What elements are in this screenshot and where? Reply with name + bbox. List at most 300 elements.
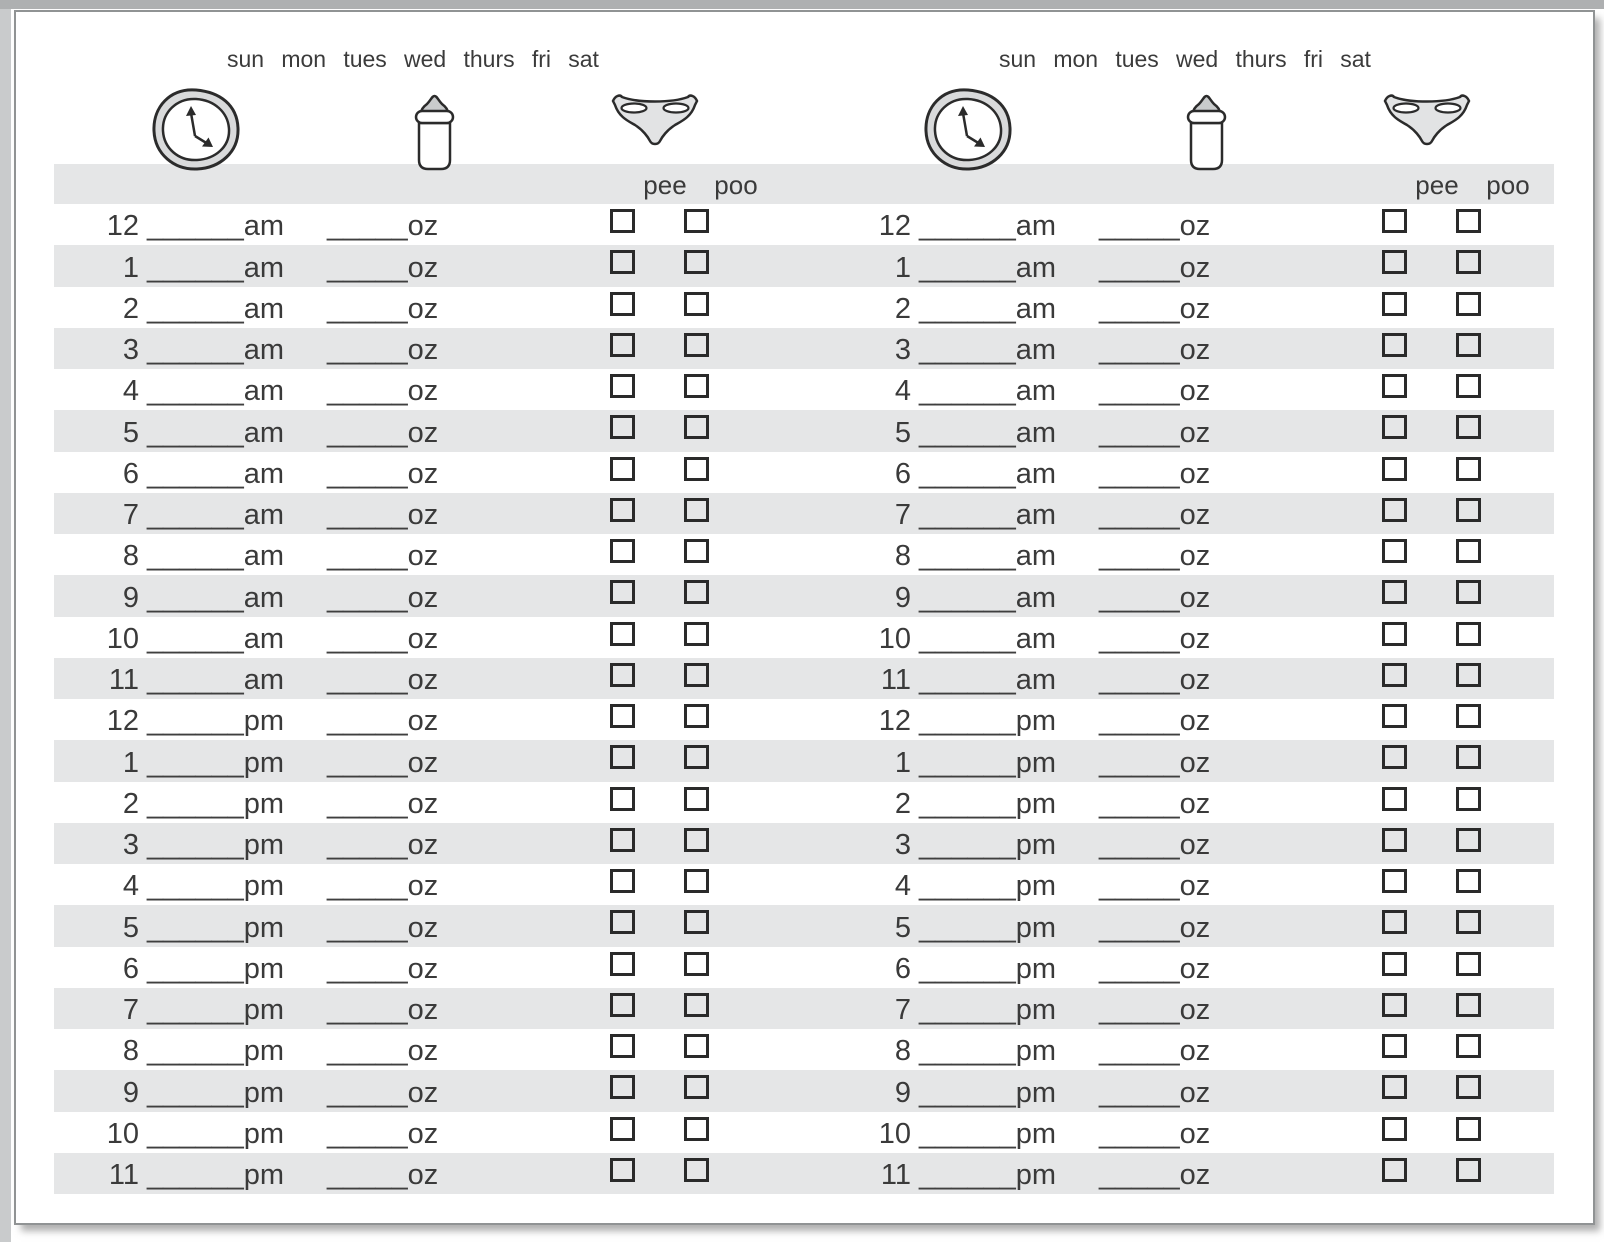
hour-label: 4 bbox=[894, 375, 911, 408]
pee-checkbox[interactable] bbox=[1382, 910, 1407, 934]
time-entry-blank[interactable]: ______ bbox=[147, 746, 244, 779]
row-half bbox=[826, 452, 1554, 493]
ounces-entry-blank[interactable]: _____ bbox=[1099, 540, 1180, 573]
row-half bbox=[826, 1070, 1554, 1111]
poo-checkbox[interactable] bbox=[684, 828, 709, 852]
ounces-entry bbox=[327, 541, 438, 571]
hour-label: 2 bbox=[122, 787, 139, 820]
time-entry-blank[interactable]: ______ bbox=[147, 292, 244, 325]
poo-checkbox[interactable] bbox=[1456, 250, 1481, 274]
meridiem-label: pm bbox=[1015, 911, 1057, 944]
meridiem-label: pm bbox=[243, 952, 285, 985]
time-entry-blank[interactable]: ______ bbox=[919, 251, 1016, 284]
ounces-entry-blank[interactable]: _____ bbox=[1099, 334, 1180, 366]
ounces-entry bbox=[327, 789, 438, 819]
poo-checkbox[interactable] bbox=[684, 745, 709, 769]
hour-label: 2 bbox=[894, 292, 911, 325]
pee-checkbox[interactable] bbox=[1382, 209, 1407, 233]
ounces-entry-blank[interactable]: _____ bbox=[1099, 952, 1180, 985]
time-entry-blank[interactable]: ______ bbox=[919, 1117, 1016, 1150]
clock-icon bbox=[922, 87, 1014, 172]
pee-checkbox[interactable] bbox=[1382, 292, 1407, 316]
time-entry-blank[interactable]: ______ bbox=[919, 787, 1016, 820]
time-entry bbox=[54, 583, 284, 613]
ounces-entry bbox=[1099, 418, 1210, 448]
time-entry-blank[interactable]: ______ bbox=[919, 911, 1016, 944]
pee-checkbox[interactable] bbox=[1382, 828, 1407, 852]
ounces-entry-blank[interactable]: _____ bbox=[327, 210, 408, 243]
ounces-entry bbox=[1099, 954, 1210, 984]
row-half bbox=[54, 699, 782, 740]
poo-checkbox[interactable] bbox=[684, 952, 709, 976]
time-entry-blank[interactable]: ______ bbox=[147, 787, 244, 820]
meridiem-label: am bbox=[243, 457, 285, 490]
ounces-entry-blank[interactable]: _____ bbox=[327, 870, 408, 903]
time-entry-blank[interactable]: ______ bbox=[147, 994, 244, 1026]
ounces-entry-blank[interactable]: _____ bbox=[327, 292, 408, 325]
time-entry-blank[interactable]: ______ bbox=[919, 581, 1016, 614]
pee-checkbox[interactable] bbox=[610, 704, 635, 728]
pee-checkbox[interactable] bbox=[1382, 1117, 1407, 1141]
time-entry bbox=[54, 913, 284, 943]
time-entry-blank[interactable]: ______ bbox=[147, 581, 244, 614]
time-entry-blank[interactable]: ______ bbox=[147, 1159, 244, 1191]
time-entry-blank[interactable]: ______ bbox=[147, 1117, 244, 1150]
row-half bbox=[826, 328, 1554, 369]
ounces-entry bbox=[327, 376, 438, 406]
time-entry bbox=[826, 294, 1056, 324]
row-half bbox=[54, 782, 782, 823]
meridiem-label: am bbox=[1015, 210, 1057, 243]
row-half bbox=[54, 245, 782, 286]
pee-checkbox[interactable] bbox=[610, 1075, 635, 1099]
time-entry-blank[interactable]: ______ bbox=[147, 457, 244, 490]
poo-checkbox[interactable] bbox=[1456, 787, 1481, 811]
poo-checkbox[interactable] bbox=[684, 1158, 709, 1182]
poo-checkbox[interactable] bbox=[684, 250, 709, 274]
pee-checkbox[interactable] bbox=[610, 457, 635, 481]
ounces-entry-blank[interactable]: _____ bbox=[327, 416, 408, 449]
hour-label: 10 bbox=[878, 1117, 911, 1150]
hour-row bbox=[54, 204, 1554, 245]
hour-row bbox=[54, 699, 1554, 740]
hour-row bbox=[54, 328, 1554, 369]
ounces-entry-blank[interactable]: _____ bbox=[327, 334, 408, 366]
row-half bbox=[826, 617, 1554, 658]
ounces-unit-label: oz bbox=[407, 1076, 439, 1109]
hour-label: 10 bbox=[106, 622, 139, 655]
hour-label: 7 bbox=[122, 994, 139, 1026]
poo-checkbox[interactable] bbox=[1456, 292, 1481, 316]
row-half bbox=[826, 1029, 1554, 1070]
poo-checkbox[interactable] bbox=[684, 869, 709, 893]
poo-checkbox[interactable] bbox=[684, 663, 709, 687]
poo-checkbox[interactable] bbox=[1456, 580, 1481, 604]
ounces-unit-label: oz bbox=[1179, 1035, 1211, 1068]
weekday-sat: sat bbox=[1340, 46, 1371, 72]
time-entry-blank[interactable]: ______ bbox=[147, 540, 244, 573]
ounces-entry bbox=[1099, 706, 1210, 736]
pee-checkbox[interactable] bbox=[610, 539, 635, 563]
ounces-entry-blank[interactable]: _____ bbox=[327, 705, 408, 738]
ounces-entry-blank[interactable]: _____ bbox=[327, 581, 408, 614]
weekday-sun: sun bbox=[999, 46, 1037, 72]
weekday-wed: wed bbox=[1176, 46, 1219, 72]
ounces-entry-blank[interactable]: _____ bbox=[1099, 457, 1180, 490]
ounces-entry bbox=[1099, 335, 1210, 365]
time-entry-blank[interactable]: ______ bbox=[919, 540, 1016, 573]
ounces-entry bbox=[1099, 871, 1210, 901]
pee-checkbox[interactable] bbox=[1382, 415, 1407, 439]
time-entry-blank[interactable]: ______ bbox=[919, 746, 1016, 779]
pee-checkbox[interactable] bbox=[1382, 993, 1407, 1017]
pee-checkbox[interactable] bbox=[610, 952, 635, 976]
row-half bbox=[826, 534, 1554, 575]
hour-label: 9 bbox=[122, 1076, 139, 1109]
hour-label: 12 bbox=[878, 210, 911, 243]
time-entry-blank[interactable]: ______ bbox=[147, 622, 244, 655]
poo-checkbox[interactable] bbox=[1456, 622, 1481, 646]
pee-checkbox[interactable] bbox=[1382, 333, 1407, 357]
ounces-entry-blank[interactable]: _____ bbox=[1099, 829, 1180, 861]
time-entry-blank[interactable]: ______ bbox=[919, 292, 1016, 325]
pee-checkbox[interactable] bbox=[1382, 250, 1407, 274]
ounces-entry-blank[interactable]: _____ bbox=[327, 664, 408, 696]
ounces-unit-label: oz bbox=[1179, 457, 1211, 490]
meridiem-label: am bbox=[1015, 292, 1057, 325]
poo-checkbox[interactable] bbox=[1456, 333, 1481, 357]
poo-checkbox[interactable] bbox=[684, 292, 709, 316]
ounces-entry-blank[interactable]: _____ bbox=[1099, 251, 1180, 284]
time-entry-blank[interactable]: ______ bbox=[147, 870, 244, 903]
row-half bbox=[54, 369, 782, 410]
poo-checkbox[interactable] bbox=[684, 498, 709, 522]
time-entry-blank[interactable]: ______ bbox=[919, 994, 1016, 1026]
pee-checkbox[interactable] bbox=[610, 663, 635, 687]
time-entry-blank[interactable]: ______ bbox=[919, 1159, 1016, 1191]
pee-checkbox[interactable] bbox=[610, 580, 635, 604]
poo-checkbox[interactable] bbox=[684, 1034, 709, 1058]
ounces-entry-blank[interactable]: _____ bbox=[327, 994, 408, 1026]
pee-checkbox[interactable] bbox=[1382, 1034, 1407, 1058]
window-left-edge bbox=[0, 9, 11, 1242]
pee-checkbox[interactable] bbox=[1382, 374, 1407, 398]
ounces-entry bbox=[1099, 1036, 1210, 1066]
poo-checkbox[interactable] bbox=[684, 993, 709, 1017]
poo-checkbox[interactable] bbox=[1456, 1158, 1481, 1182]
pee-checkbox[interactable] bbox=[610, 1117, 635, 1141]
ounces-unit-label: oz bbox=[407, 334, 439, 366]
poo-checkbox[interactable] bbox=[684, 1075, 709, 1099]
ounces-entry-blank[interactable]: _____ bbox=[327, 952, 408, 985]
meridiem-label: pm bbox=[243, 1159, 285, 1191]
poo-checkbox[interactable] bbox=[1456, 209, 1481, 233]
ounces-entry-blank[interactable]: _____ bbox=[1099, 1159, 1180, 1191]
poo-checkbox[interactable] bbox=[684, 787, 709, 811]
pee-checkbox[interactable] bbox=[610, 498, 635, 522]
poo-checkbox[interactable] bbox=[1456, 374, 1481, 398]
pee-checkbox[interactable] bbox=[610, 828, 635, 852]
ounces-unit-label: oz bbox=[407, 292, 439, 325]
poo-checkbox[interactable] bbox=[684, 374, 709, 398]
pee-checkbox[interactable] bbox=[1382, 787, 1407, 811]
time-entry-blank[interactable]: ______ bbox=[147, 705, 244, 738]
row-half bbox=[826, 782, 1554, 823]
meridiem-label: am bbox=[243, 210, 285, 243]
time-entry-blank[interactable]: ______ bbox=[919, 1076, 1016, 1109]
pee-checkbox[interactable] bbox=[610, 622, 635, 646]
row-half bbox=[826, 864, 1554, 905]
ounces-entry bbox=[327, 211, 438, 241]
poo-checkbox[interactable] bbox=[1456, 1075, 1481, 1099]
ounces-entry-blank[interactable]: _____ bbox=[1099, 499, 1180, 531]
pee-checkbox[interactable] bbox=[610, 374, 635, 398]
pee-checkbox[interactable] bbox=[610, 209, 635, 233]
time-entry-blank[interactable]: ______ bbox=[919, 829, 1016, 861]
pee-checkbox[interactable] bbox=[610, 993, 635, 1017]
time-entry-blank[interactable]: ______ bbox=[147, 829, 244, 861]
poo-checkbox[interactable] bbox=[1456, 745, 1481, 769]
time-entry bbox=[54, 995, 284, 1025]
ounces-unit-label: oz bbox=[407, 952, 439, 985]
poo-checkbox[interactable] bbox=[1456, 828, 1481, 852]
pee-checkbox[interactable] bbox=[1382, 539, 1407, 563]
ounces-entry-blank[interactable]: _____ bbox=[1099, 210, 1180, 243]
pee-checkbox[interactable] bbox=[610, 415, 635, 439]
ounces-entry-blank[interactable]: _____ bbox=[1099, 416, 1180, 449]
pee-checkbox[interactable] bbox=[1382, 869, 1407, 893]
row-half bbox=[54, 864, 782, 905]
pee-checkbox[interactable] bbox=[610, 292, 635, 316]
time-entry bbox=[54, 665, 284, 695]
poo-checkbox[interactable] bbox=[684, 622, 709, 646]
poo-checkbox[interactable] bbox=[1456, 952, 1481, 976]
time-entry-blank[interactable]: ______ bbox=[147, 499, 244, 531]
ounces-entry bbox=[327, 1160, 438, 1190]
pee-column-header: pee bbox=[643, 170, 687, 200]
hour-row bbox=[54, 617, 1554, 658]
row-half bbox=[826, 905, 1554, 946]
time-entry-blank[interactable]: ______ bbox=[147, 911, 244, 944]
ounces-entry-blank[interactable]: _____ bbox=[1099, 292, 1180, 325]
poo-checkbox[interactable] bbox=[684, 333, 709, 357]
pee-checkbox[interactable] bbox=[1382, 457, 1407, 481]
pee-checkbox[interactable] bbox=[610, 250, 635, 274]
time-entry-blank[interactable]: ______ bbox=[919, 664, 1016, 696]
time-entry-blank[interactable]: ______ bbox=[919, 210, 1016, 243]
time-entry-blank[interactable]: ______ bbox=[919, 334, 1016, 366]
time-entry-blank[interactable]: ______ bbox=[919, 870, 1016, 903]
time-entry-blank[interactable]: ______ bbox=[919, 622, 1016, 655]
weekday-wed: wed bbox=[404, 46, 447, 72]
ounces-entry-blank[interactable]: _____ bbox=[327, 375, 408, 408]
time-entry-blank[interactable]: ______ bbox=[919, 457, 1016, 490]
time-entry-blank[interactable]: ______ bbox=[919, 952, 1016, 985]
ounces-unit-label: oz bbox=[407, 1035, 439, 1068]
ounces-entry-blank[interactable]: _____ bbox=[1099, 1076, 1180, 1109]
meridiem-label: pm bbox=[243, 787, 285, 820]
ounces-entry bbox=[327, 624, 438, 654]
meridiem-label: pm bbox=[243, 829, 285, 861]
hour-label: 8 bbox=[894, 540, 911, 573]
poo-checkbox[interactable] bbox=[1456, 415, 1481, 439]
time-entry bbox=[826, 583, 1056, 613]
pee-checkbox[interactable] bbox=[610, 910, 635, 934]
ounces-entry-blank[interactable]: _____ bbox=[327, 540, 408, 573]
poo-checkbox[interactable] bbox=[1456, 1034, 1481, 1058]
time-entry-blank[interactable]: ______ bbox=[147, 251, 244, 284]
time-entry-blank[interactable]: ______ bbox=[919, 705, 1016, 738]
row-half bbox=[54, 947, 782, 988]
ounces-entry-blank[interactable]: _____ bbox=[327, 829, 408, 861]
ounces-entry-blank[interactable]: _____ bbox=[327, 499, 408, 531]
poo-checkbox[interactable] bbox=[1456, 498, 1481, 522]
poo-checkbox[interactable] bbox=[1456, 704, 1481, 728]
ounces-unit-label: oz bbox=[407, 210, 439, 243]
time-entry bbox=[826, 541, 1056, 571]
time-entry-blank[interactable]: ______ bbox=[147, 416, 244, 449]
hour-row bbox=[54, 1153, 1554, 1194]
hour-label: 3 bbox=[122, 334, 139, 366]
ounces-entry-blank[interactable]: _____ bbox=[1099, 746, 1180, 779]
row-half bbox=[826, 1112, 1554, 1153]
ounces-entry-blank[interactable]: _____ bbox=[1099, 787, 1180, 820]
poo-checkbox[interactable] bbox=[684, 539, 709, 563]
ounces-entry bbox=[1099, 913, 1210, 943]
pee-checkbox[interactable] bbox=[1382, 622, 1407, 646]
pee-checkbox[interactable] bbox=[1382, 745, 1407, 769]
hour-label: 5 bbox=[122, 911, 139, 944]
pee-checkbox[interactable] bbox=[1382, 704, 1407, 728]
ounces-entry bbox=[1099, 789, 1210, 819]
ounces-entry-blank[interactable]: _____ bbox=[327, 1076, 408, 1109]
ounces-entry-blank[interactable]: _____ bbox=[327, 1117, 408, 1150]
pee-checkbox[interactable] bbox=[1382, 1158, 1407, 1182]
meridiem-label: am bbox=[243, 622, 285, 655]
time-entry bbox=[826, 1078, 1056, 1108]
ounces-entry-blank[interactable]: _____ bbox=[1099, 581, 1180, 614]
ounces-entry bbox=[327, 954, 438, 984]
ounces-entry bbox=[327, 871, 438, 901]
time-entry-blank[interactable]: ______ bbox=[919, 416, 1016, 449]
ounces-entry-blank[interactable]: _____ bbox=[327, 911, 408, 944]
poo-checkbox[interactable] bbox=[1456, 457, 1481, 481]
ounces-unit-label: oz bbox=[407, 622, 439, 655]
hour-label: 10 bbox=[106, 1117, 139, 1150]
pee-checkbox[interactable] bbox=[1382, 1075, 1407, 1099]
poo-checkbox[interactable] bbox=[1456, 1117, 1481, 1141]
ounces-entry-blank[interactable]: _____ bbox=[327, 251, 408, 284]
hour-label: 5 bbox=[894, 416, 911, 449]
time-entry bbox=[826, 500, 1056, 530]
ounces-unit-label: oz bbox=[1179, 210, 1211, 243]
pee-checkbox[interactable] bbox=[610, 1034, 635, 1058]
ounces-entry-blank[interactable]: _____ bbox=[1099, 375, 1180, 408]
time-entry bbox=[54, 954, 284, 984]
time-entry-blank[interactable]: ______ bbox=[147, 334, 244, 366]
ounces-entry-blank[interactable]: _____ bbox=[327, 622, 408, 655]
ounces-entry-blank[interactable]: _____ bbox=[327, 746, 408, 779]
time-entry-blank[interactable]: ______ bbox=[919, 1035, 1016, 1068]
time-entry bbox=[826, 624, 1056, 654]
ounces-entry-blank[interactable]: _____ bbox=[1099, 705, 1180, 738]
poo-checkbox[interactable] bbox=[1456, 869, 1481, 893]
ounces-entry bbox=[327, 583, 438, 613]
poo-checkbox[interactable] bbox=[684, 580, 709, 604]
time-entry bbox=[54, 624, 284, 654]
ounces-entry-blank[interactable]: _____ bbox=[1099, 622, 1180, 655]
ounces-unit-label: oz bbox=[407, 375, 439, 408]
pee-checkbox[interactable] bbox=[610, 787, 635, 811]
ounces-unit-label: oz bbox=[1179, 1076, 1211, 1109]
row-half bbox=[826, 575, 1554, 616]
time-entry-blank[interactable]: ______ bbox=[147, 375, 244, 408]
time-entry-blank[interactable]: ______ bbox=[919, 375, 1016, 408]
time-entry bbox=[826, 1160, 1056, 1190]
time-entry-blank[interactable]: ______ bbox=[919, 499, 1016, 531]
time-entry bbox=[826, 706, 1056, 736]
pee-checkbox[interactable] bbox=[610, 1158, 635, 1182]
ounces-entry-blank[interactable]: _____ bbox=[1099, 1035, 1180, 1068]
row-half bbox=[54, 740, 782, 781]
ounces-entry-blank[interactable]: _____ bbox=[327, 787, 408, 820]
time-entry-blank[interactable]: ______ bbox=[147, 952, 244, 985]
baby-log-sheet-page bbox=[14, 10, 1595, 1225]
poo-checkbox[interactable] bbox=[684, 415, 709, 439]
window-top-edge bbox=[0, 0, 1604, 9]
poo-checkbox[interactable] bbox=[684, 1117, 709, 1141]
pee-checkbox[interactable] bbox=[610, 333, 635, 357]
poo-checkbox[interactable] bbox=[684, 704, 709, 728]
ounces-entry bbox=[327, 1078, 438, 1108]
pee-checkbox[interactable] bbox=[610, 869, 635, 893]
diaper-icon bbox=[1382, 92, 1472, 147]
pee-checkbox[interactable] bbox=[1382, 580, 1407, 604]
meridiem-label: pm bbox=[243, 746, 285, 779]
poo-checkbox[interactable] bbox=[1456, 539, 1481, 563]
poo-checkbox[interactable] bbox=[684, 457, 709, 481]
pee-checkbox[interactable] bbox=[1382, 952, 1407, 976]
poo-checkbox[interactable] bbox=[684, 209, 709, 233]
ounces-entry-blank[interactable]: _____ bbox=[1099, 870, 1180, 903]
ounces-entry-blank[interactable]: _____ bbox=[1099, 664, 1180, 696]
ounces-unit-label: oz bbox=[1179, 375, 1211, 408]
ounces-unit-label: oz bbox=[1179, 829, 1211, 861]
hour-label: 9 bbox=[894, 1076, 911, 1109]
time-entry-blank[interactable]: ______ bbox=[147, 210, 244, 243]
ounces-entry-blank[interactable]: _____ bbox=[327, 457, 408, 490]
ounces-unit-label: oz bbox=[1179, 292, 1211, 325]
ounces-entry bbox=[327, 335, 438, 365]
ounces-unit-label: oz bbox=[407, 457, 439, 490]
poo-checkbox[interactable] bbox=[1456, 910, 1481, 934]
poo-checkbox[interactable] bbox=[1456, 663, 1481, 687]
pee-checkbox[interactable] bbox=[1382, 663, 1407, 687]
poo-checkbox[interactable] bbox=[684, 910, 709, 934]
ounces-entry-blank[interactable]: _____ bbox=[1099, 911, 1180, 944]
pee-checkbox[interactable] bbox=[610, 745, 635, 769]
time-entry-blank[interactable]: ______ bbox=[147, 1035, 244, 1068]
ounces-entry-blank[interactable]: _____ bbox=[1099, 1117, 1180, 1150]
poo-checkbox[interactable] bbox=[1456, 993, 1481, 1017]
pee-checkbox[interactable] bbox=[1382, 498, 1407, 522]
time-entry-blank[interactable]: ______ bbox=[147, 1076, 244, 1109]
hour-row bbox=[54, 740, 1554, 781]
ounces-entry-blank[interactable]: _____ bbox=[1099, 994, 1180, 1026]
time-entry-blank[interactable]: ______ bbox=[147, 664, 244, 696]
ounces-entry-blank[interactable]: _____ bbox=[327, 1159, 408, 1191]
ounces-entry-blank[interactable]: _____ bbox=[327, 1035, 408, 1068]
